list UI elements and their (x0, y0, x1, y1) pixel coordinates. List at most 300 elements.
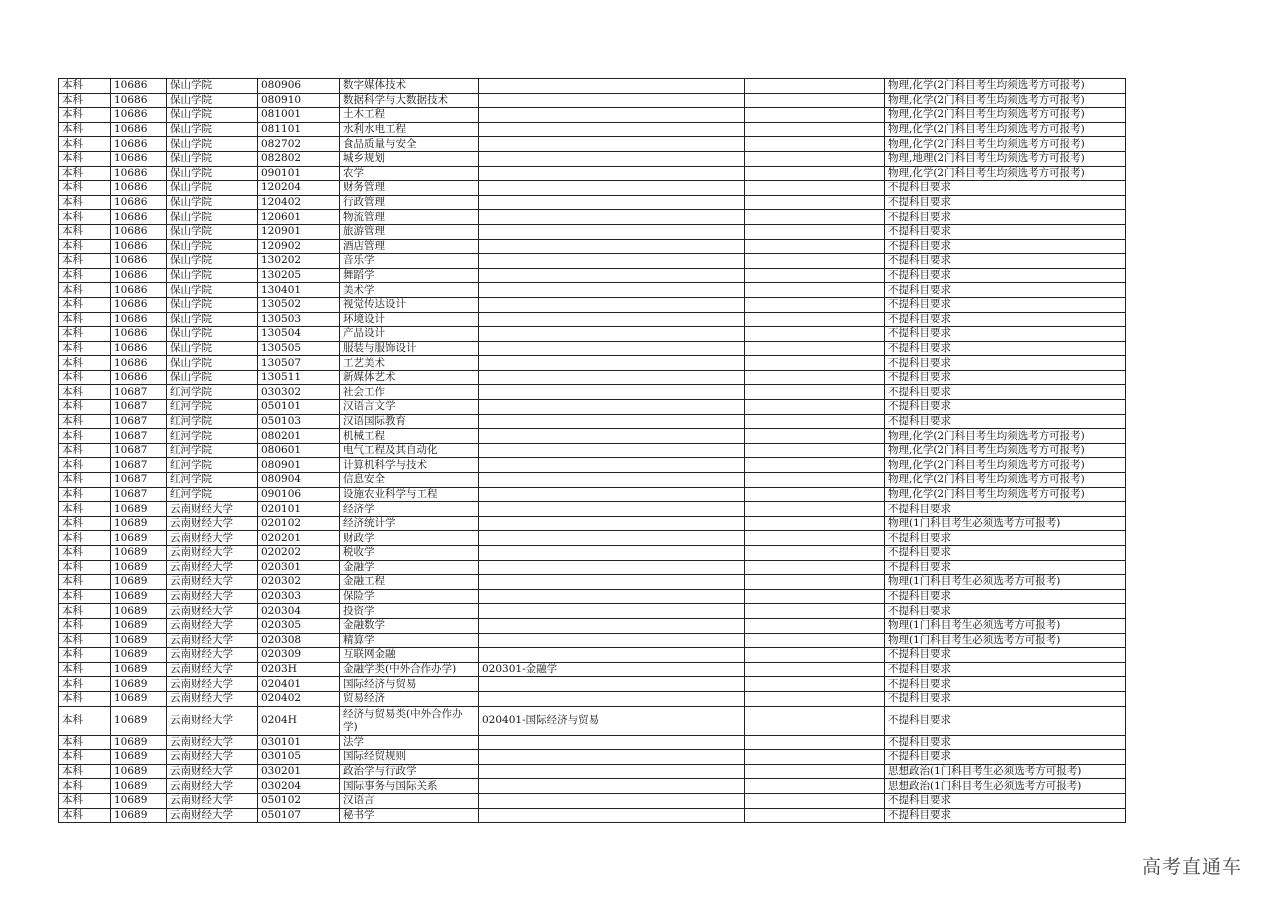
school-code-cell: 10686 (111, 254, 167, 269)
school-code-cell: 10689 (111, 560, 167, 575)
school-code-cell: 10689 (111, 604, 167, 619)
major-code-cell: 080910 (258, 93, 340, 108)
school-name-cell: 云南财经大学 (167, 764, 258, 779)
major-name-cell: 经济学 (340, 502, 479, 517)
table-row (59, 604, 1126, 619)
level-cell: 本科 (59, 750, 111, 765)
major-code-cell: 020302 (258, 575, 340, 590)
major-code-cell: 020202 (258, 546, 340, 561)
included-major-cell (479, 239, 745, 254)
blank-cell (745, 546, 885, 561)
level-cell: 本科 (59, 473, 111, 488)
major-name-cell: 食品质量与安全 (340, 137, 479, 152)
level-cell: 本科 (59, 370, 111, 385)
level-cell: 本科 (59, 546, 111, 561)
blank-cell (745, 487, 885, 502)
school-name-cell: 红河学院 (167, 414, 258, 429)
included-major-cell (479, 341, 745, 356)
table-row (59, 429, 1126, 444)
school-code-cell: 10689 (111, 633, 167, 648)
level-cell: 本科 (59, 808, 111, 823)
table-row (59, 793, 1126, 808)
table-row (59, 633, 1126, 648)
major-name-cell: 物流管理 (340, 210, 479, 225)
school-code-cell: 10686 (111, 181, 167, 196)
school-name-cell: 云南财经大学 (167, 750, 258, 765)
school-code-cell: 10689 (111, 531, 167, 546)
major-code-cell: 0203H (258, 662, 340, 677)
major-code-cell: 020303 (258, 589, 340, 604)
level-cell: 本科 (59, 735, 111, 750)
blank-cell (745, 195, 885, 210)
school-name-cell: 云南财经大学 (167, 575, 258, 590)
blank-cell (745, 604, 885, 619)
blank-cell (745, 210, 885, 225)
blank-cell (745, 618, 885, 633)
table-row (59, 93, 1126, 108)
table-row (59, 516, 1126, 531)
table-row (59, 560, 1126, 575)
school-code-cell: 10689 (111, 662, 167, 677)
major-name-cell: 酒店管理 (340, 239, 479, 254)
level-cell: 本科 (59, 516, 111, 531)
major-code-cell: 082702 (258, 137, 340, 152)
level-cell: 本科 (59, 268, 111, 283)
blank-cell (745, 531, 885, 546)
major-name-cell: 数据科学与大数据技术 (340, 93, 479, 108)
major-code-cell: 130401 (258, 283, 340, 298)
major-code-cell: 120402 (258, 195, 340, 210)
school-code-cell: 10689 (111, 750, 167, 765)
table-row (59, 370, 1126, 385)
included-major-cell (479, 195, 745, 210)
major-name-cell: 计算机科学与技术 (340, 458, 479, 473)
major-code-cell: 130507 (258, 356, 340, 371)
major-name-cell: 汉语言 (340, 793, 479, 808)
included-major-cell (479, 414, 745, 429)
watermark-text: 高考直通车 (1142, 856, 1243, 878)
major-name-cell: 经济与贸易类(中外合作办学) (340, 706, 479, 735)
major-name-cell: 行政管理 (340, 195, 479, 210)
school-name-cell: 云南财经大学 (167, 735, 258, 750)
table-row (59, 662, 1126, 677)
school-code-cell: 10686 (111, 210, 167, 225)
school-code-cell: 10689 (111, 589, 167, 604)
level-cell: 本科 (59, 224, 111, 239)
table-row (59, 297, 1126, 312)
school-name-cell: 保山学院 (167, 312, 258, 327)
level-cell: 本科 (59, 764, 111, 779)
major-code-cell: 130502 (258, 297, 340, 312)
blank-cell (745, 662, 885, 677)
blank-cell (745, 575, 885, 590)
level-cell: 本科 (59, 341, 111, 356)
level-cell: 本科 (59, 93, 111, 108)
school-code-cell: 10687 (111, 385, 167, 400)
level-cell: 本科 (59, 618, 111, 633)
blank-cell (745, 706, 885, 735)
school-name-cell: 红河学院 (167, 385, 258, 400)
school-name-cell: 云南财经大学 (167, 546, 258, 561)
table-row (59, 108, 1126, 123)
table-row (59, 385, 1126, 400)
level-cell: 本科 (59, 327, 111, 342)
school-name-cell: 保山学院 (167, 166, 258, 181)
subject-requirement-cell: 思想政治(1门科目考生必须选考方可报考) (885, 779, 1126, 794)
table-row (59, 239, 1126, 254)
table-row (59, 589, 1126, 604)
table-row (59, 356, 1126, 371)
blank-cell (745, 151, 885, 166)
included-major-cell (479, 108, 745, 123)
school-name-cell: 红河学院 (167, 473, 258, 488)
subject-requirement-cell: 不提科目要求 (885, 414, 1126, 429)
included-major-cell: 020301-金融学 (479, 662, 745, 677)
subject-requirement-cell: 不提科目要求 (885, 268, 1126, 283)
table-row (59, 750, 1126, 765)
blank-cell (745, 327, 885, 342)
major-code-cell: 090101 (258, 166, 340, 181)
level-cell: 本科 (59, 531, 111, 546)
major-name-cell: 电气工程及其自动化 (340, 443, 479, 458)
table-row (59, 808, 1126, 823)
subject-requirement-cell: 物理(1门科目考生必须选考方可报考) (885, 516, 1126, 531)
major-name-cell: 金融学 (340, 560, 479, 575)
school-code-cell: 10686 (111, 312, 167, 327)
major-code-cell: 081101 (258, 122, 340, 137)
school-name-cell: 云南财经大学 (167, 633, 258, 648)
school-name-cell: 保山学院 (167, 195, 258, 210)
table-row (59, 414, 1126, 429)
included-major-cell (479, 560, 745, 575)
school-code-cell: 10689 (111, 779, 167, 794)
subject-requirement-cell: 不提科目要求 (885, 181, 1126, 196)
school-code-cell: 10686 (111, 79, 167, 94)
school-name-cell: 云南财经大学 (167, 648, 258, 663)
level-cell: 本科 (59, 108, 111, 123)
included-major-cell (479, 400, 745, 415)
subject-requirement-cell: 物理,化学(2门科目考生均须选考方可报考) (885, 487, 1126, 502)
major-code-cell: 081001 (258, 108, 340, 123)
table-row (59, 546, 1126, 561)
major-name-cell: 秘书学 (340, 808, 479, 823)
included-major-cell (479, 312, 745, 327)
school-code-cell: 10689 (111, 691, 167, 706)
level-cell: 本科 (59, 677, 111, 692)
subject-requirement-cell: 物理(1门科目考生必须选考方可报考) (885, 633, 1126, 648)
level-cell: 本科 (59, 210, 111, 225)
school-code-cell: 10686 (111, 151, 167, 166)
subject-requirement-cell: 不提科目要求 (885, 356, 1126, 371)
table-row (59, 677, 1126, 692)
subject-requirement-cell: 物理,化学(2门科目考生均须选考方可报考) (885, 93, 1126, 108)
major-name-cell: 视觉传达设计 (340, 297, 479, 312)
school-name-cell: 保山学院 (167, 93, 258, 108)
level-cell: 本科 (59, 648, 111, 663)
level-cell: 本科 (59, 589, 111, 604)
subject-requirement-cell: 不提科目要求 (885, 750, 1126, 765)
blank-cell (745, 473, 885, 488)
included-major-cell (479, 268, 745, 283)
major-name-cell: 美术学 (340, 283, 479, 298)
major-name-cell: 税收学 (340, 546, 479, 561)
blank-cell (745, 589, 885, 604)
included-major-cell (479, 531, 745, 546)
blank-cell (745, 560, 885, 575)
blank-cell (745, 750, 885, 765)
included-major-cell (479, 327, 745, 342)
table-row (59, 151, 1126, 166)
school-code-cell: 10687 (111, 429, 167, 444)
included-major-cell (479, 633, 745, 648)
school-name-cell: 红河学院 (167, 458, 258, 473)
school-name-cell: 保山学院 (167, 283, 258, 298)
table-row (59, 254, 1126, 269)
included-major-cell (479, 735, 745, 750)
subject-requirement-cell: 不提科目要求 (885, 400, 1126, 415)
school-name-cell: 保山学院 (167, 254, 258, 269)
table-row (59, 224, 1126, 239)
blank-cell (745, 122, 885, 137)
blank-cell (745, 312, 885, 327)
subject-requirement-cell: 物理,化学(2门科目考生均须选考方可报考) (885, 443, 1126, 458)
school-name-cell: 云南财经大学 (167, 604, 258, 619)
major-code-cell: 130511 (258, 370, 340, 385)
level-cell: 本科 (59, 633, 111, 648)
blank-cell (745, 429, 885, 444)
level-cell: 本科 (59, 691, 111, 706)
included-major-cell (479, 575, 745, 590)
included-major-cell (479, 210, 745, 225)
included-major-cell (479, 385, 745, 400)
major-code-cell: 130205 (258, 268, 340, 283)
major-code-cell: 030302 (258, 385, 340, 400)
major-code-cell: 130202 (258, 254, 340, 269)
subject-requirement-cell: 不提科目要求 (885, 808, 1126, 823)
school-name-cell: 保山学院 (167, 268, 258, 283)
level-cell: 本科 (59, 137, 111, 152)
subject-requirement-cell: 不提科目要求 (885, 195, 1126, 210)
included-major-cell (479, 793, 745, 808)
table-row (59, 443, 1126, 458)
included-major-cell (479, 443, 745, 458)
school-name-cell: 云南财经大学 (167, 560, 258, 575)
school-name-cell: 云南财经大学 (167, 662, 258, 677)
major-code-cell: 020401 (258, 677, 340, 692)
included-major-cell (479, 356, 745, 371)
major-name-cell: 服装与服饰设计 (340, 341, 479, 356)
major-name-cell: 旅游管理 (340, 224, 479, 239)
school-code-cell: 10689 (111, 706, 167, 735)
blank-cell (745, 648, 885, 663)
level-cell: 本科 (59, 181, 111, 196)
school-name-cell: 红河学院 (167, 487, 258, 502)
level-cell: 本科 (59, 443, 111, 458)
included-major-cell (479, 808, 745, 823)
school-code-cell: 10689 (111, 648, 167, 663)
school-name-cell: 保山学院 (167, 239, 258, 254)
major-name-cell: 机械工程 (340, 429, 479, 444)
table-row (59, 691, 1126, 706)
subject-requirement-cell: 不提科目要求 (885, 546, 1126, 561)
blank-cell (745, 137, 885, 152)
major-name-cell: 产品设计 (340, 327, 479, 342)
table-row (59, 312, 1126, 327)
included-major-cell (479, 677, 745, 692)
blank-cell (745, 370, 885, 385)
school-name-cell: 保山学院 (167, 137, 258, 152)
blank-cell (745, 779, 885, 794)
school-code-cell: 10686 (111, 356, 167, 371)
blank-cell (745, 691, 885, 706)
table-row (59, 327, 1126, 342)
major-name-cell: 数字媒体技术 (340, 79, 479, 94)
table-row (59, 779, 1126, 794)
included-major-cell (479, 691, 745, 706)
level-cell: 本科 (59, 254, 111, 269)
school-code-cell: 10686 (111, 370, 167, 385)
school-name-cell: 红河学院 (167, 429, 258, 444)
major-code-cell: 090106 (258, 487, 340, 502)
school-name-cell: 云南财经大学 (167, 677, 258, 692)
major-code-cell: 030105 (258, 750, 340, 765)
table-row (59, 400, 1126, 415)
major-name-cell: 投资学 (340, 604, 479, 619)
major-name-cell: 经济统计学 (340, 516, 479, 531)
school-name-cell: 云南财经大学 (167, 502, 258, 517)
table-row (59, 764, 1126, 779)
table-row (59, 122, 1126, 137)
school-code-cell: 10689 (111, 764, 167, 779)
level-cell: 本科 (59, 575, 111, 590)
included-major-cell (479, 151, 745, 166)
table-row (59, 268, 1126, 283)
major-name-cell: 舞蹈学 (340, 268, 479, 283)
school-code-cell: 10689 (111, 516, 167, 531)
school-name-cell: 云南财经大学 (167, 516, 258, 531)
school-code-cell: 10689 (111, 546, 167, 561)
major-name-cell: 财政学 (340, 531, 479, 546)
major-code-cell: 0204H (258, 706, 340, 735)
school-code-cell: 10687 (111, 414, 167, 429)
blank-cell (745, 356, 885, 371)
major-name-cell: 法学 (340, 735, 479, 750)
subject-requirement-cell: 物理(1门科目考生必须选考方可报考) (885, 575, 1126, 590)
level-cell: 本科 (59, 151, 111, 166)
subject-requirement-cell: 物理(1门科目考生必须选考方可报考) (885, 618, 1126, 633)
subject-requirement-cell: 思想政治(1门科目考生必须选考方可报考) (885, 764, 1126, 779)
school-name-cell: 保山学院 (167, 370, 258, 385)
included-major-cell (479, 122, 745, 137)
school-name-cell: 保山学院 (167, 181, 258, 196)
included-major-cell (479, 764, 745, 779)
included-major-cell (479, 473, 745, 488)
school-name-cell: 云南财经大学 (167, 706, 258, 735)
included-major-cell (479, 648, 745, 663)
table-row (59, 458, 1126, 473)
included-major-cell (479, 779, 745, 794)
level-cell: 本科 (59, 312, 111, 327)
major-code-cell: 120901 (258, 224, 340, 239)
school-code-cell: 10689 (111, 502, 167, 517)
major-name-cell: 精算学 (340, 633, 479, 648)
subject-requirement-cell: 不提科目要求 (885, 370, 1126, 385)
major-name-cell: 金融工程 (340, 575, 479, 590)
table-row (59, 210, 1126, 225)
level-cell: 本科 (59, 166, 111, 181)
major-name-cell: 国际事务与国际关系 (340, 779, 479, 794)
major-code-cell: 120902 (258, 239, 340, 254)
table-body (59, 79, 1126, 823)
level-cell: 本科 (59, 195, 111, 210)
subject-requirement-cell: 物理,化学(2门科目考生均须选考方可报考) (885, 79, 1126, 94)
major-code-cell: 020102 (258, 516, 340, 531)
subject-requirement-cell: 不提科目要求 (885, 224, 1126, 239)
school-code-cell: 10686 (111, 327, 167, 342)
included-major-cell (479, 516, 745, 531)
subject-requirement-cell: 不提科目要求 (885, 327, 1126, 342)
school-name-cell: 云南财经大学 (167, 531, 258, 546)
major-code-cell: 080201 (258, 429, 340, 444)
included-major-cell (479, 297, 745, 312)
included-major-cell (479, 458, 745, 473)
subject-requirement-cell: 不提科目要求 (885, 239, 1126, 254)
subject-requirement-cell: 不提科目要求 (885, 677, 1126, 692)
level-cell: 本科 (59, 122, 111, 137)
level-cell: 本科 (59, 400, 111, 415)
subject-requirement-cell: 不提科目要求 (885, 662, 1126, 677)
blank-cell (745, 254, 885, 269)
included-major-cell (479, 224, 745, 239)
school-code-cell: 10686 (111, 268, 167, 283)
major-name-cell: 土木工程 (340, 108, 479, 123)
blank-cell (745, 458, 885, 473)
major-code-cell: 120601 (258, 210, 340, 225)
level-cell: 本科 (59, 706, 111, 735)
level-cell: 本科 (59, 239, 111, 254)
school-code-cell: 10689 (111, 808, 167, 823)
table-row (59, 473, 1126, 488)
school-name-cell: 云南财经大学 (167, 779, 258, 794)
subject-requirement-cell: 不提科目要求 (885, 706, 1126, 735)
major-name-cell: 贸易经济 (340, 691, 479, 706)
major-name-cell: 汉语国际教育 (340, 414, 479, 429)
school-code-cell: 10689 (111, 575, 167, 590)
major-code-cell: 130504 (258, 327, 340, 342)
level-cell: 本科 (59, 79, 111, 94)
included-major-cell (479, 254, 745, 269)
major-code-cell: 080601 (258, 443, 340, 458)
school-code-cell: 10687 (111, 458, 167, 473)
school-code-cell: 10686 (111, 224, 167, 239)
level-cell: 本科 (59, 560, 111, 575)
blank-cell (745, 443, 885, 458)
major-code-cell: 050103 (258, 414, 340, 429)
school-name-cell: 保山学院 (167, 224, 258, 239)
table-row (59, 487, 1126, 502)
table-row (59, 341, 1126, 356)
school-code-cell: 10686 (111, 122, 167, 137)
school-code-cell: 10686 (111, 108, 167, 123)
table-row (59, 137, 1126, 152)
major-code-cell: 020402 (258, 691, 340, 706)
school-name-cell: 红河学院 (167, 443, 258, 458)
major-code-cell: 130505 (258, 341, 340, 356)
level-cell: 本科 (59, 487, 111, 502)
level-cell: 本科 (59, 793, 111, 808)
subject-requirement-cell: 不提科目要求 (885, 604, 1126, 619)
subject-requirement-cell: 不提科目要求 (885, 691, 1126, 706)
